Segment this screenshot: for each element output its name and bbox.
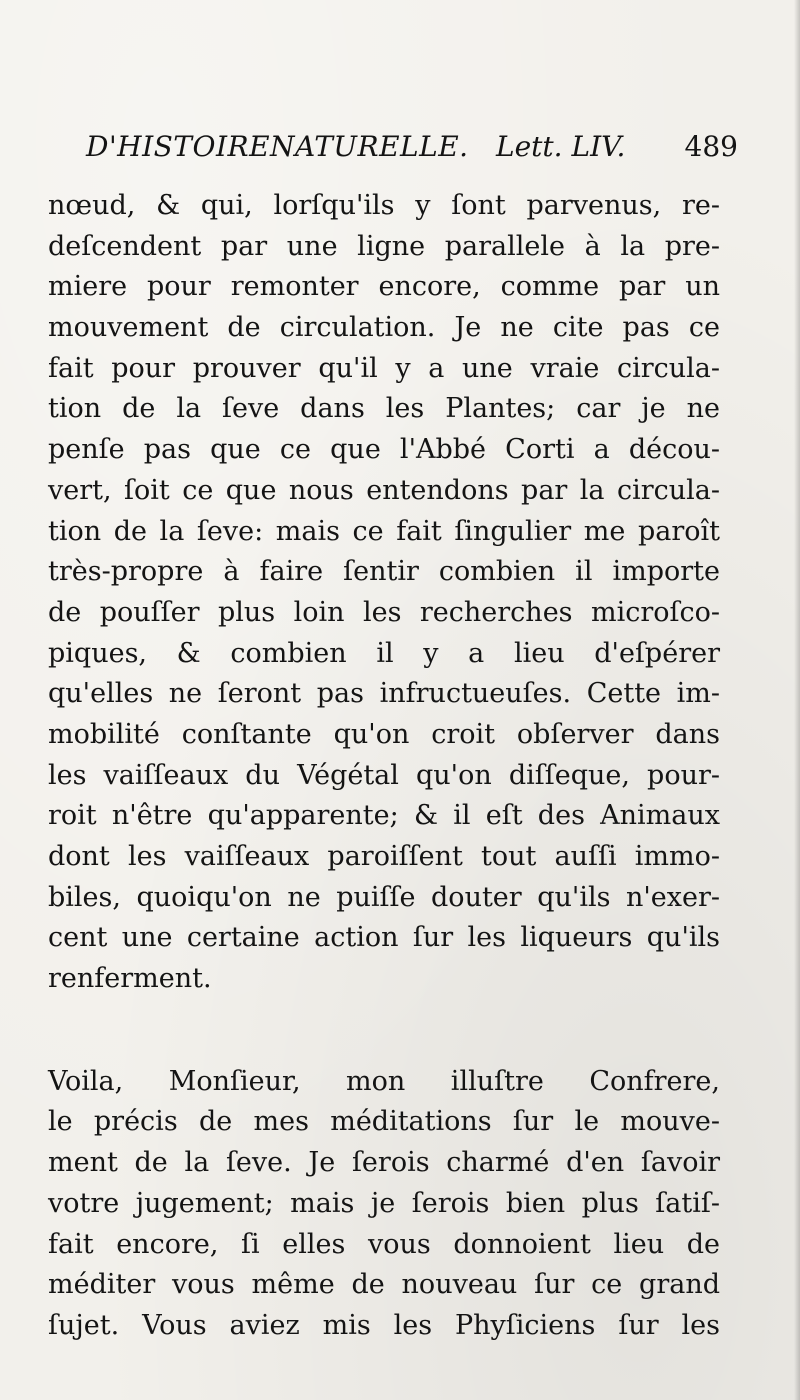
text-line: biles, quoiqu'on ne puiſſe douter qu'ils n'exer- xyxy=(48,881,720,913)
text-line: ſujet. Vous aviez mis les Phyſiciens ſur les xyxy=(48,1309,720,1341)
text-line: tion de la ſeve dans les Plantes; car je ne xyxy=(48,393,720,425)
text-line: méditer vous même de nouveau ſur ce grand xyxy=(48,1269,720,1301)
text-line: Voila, Monſieur, mon illuſtre Confrere, xyxy=(48,1065,720,1097)
text-line: mouvement de circulation. Je ne cite pas ce xyxy=(48,312,720,344)
text-line: renferment. xyxy=(48,963,212,995)
body-text xyxy=(48,186,720,1347)
text-line: fait encore, ſi elles vous donnoient lieu de xyxy=(48,1228,720,1260)
text-line: mobilité conſtante qu'on croit obſerver dans xyxy=(48,718,720,750)
page-edge-shadow xyxy=(794,0,800,1400)
text-line: fait pour prouver qu'il y a une vraie circula- xyxy=(48,352,720,384)
text-line: cent une certaine action ſur les liqueurs qu'ils xyxy=(48,922,720,954)
text-line: penſe pas que ce que l'Abbé Corti a décou- xyxy=(48,434,720,466)
text-line: tion de la ſeve: mais ce fait ſingulier me paroît xyxy=(48,515,720,547)
text-line: vert, ſoit ce que nous entendons par la circula- xyxy=(48,474,720,506)
text-line: qu'elles ne ſeront pas infructueuſes. Cette im- xyxy=(48,678,720,710)
paragraph-2 xyxy=(48,1062,720,1347)
text-line: les vaiſſeaux du Végétal qu'on diſſeque, pour- xyxy=(48,759,720,791)
text-line: le précis de mes méditations ſur le mouve- xyxy=(48,1106,720,1138)
letter-reference: Lett. LIV. xyxy=(496,130,626,163)
text-line: nœud, & qui, lorſqu'ils y ſont parvenus, re- xyxy=(48,190,720,221)
text-line: ment de la ſeve. Je ſerois charmé d'en ſavoir xyxy=(48,1147,720,1179)
page-number: 489 xyxy=(684,130,738,163)
text-line: deſcendent par une ligne parallele à la pre- xyxy=(48,230,720,262)
text-line: roit n'être qu'apparente; & il eſt des Animaux xyxy=(48,800,720,832)
text-line: dont les vaiſſeaux paroiſſent tout auſſi immo- xyxy=(48,841,720,872)
text-line: votre jugement; mais je ſerois bien plus ſatiſ- xyxy=(48,1187,720,1219)
text-line: de pouſſer plus loin les recherches microſco- xyxy=(48,596,720,628)
paragraph-gap xyxy=(48,1000,720,1062)
running-title: D'HISTOIRENATURELLE. xyxy=(86,130,469,163)
text-line: très-propre à faire ſentir combien il importe xyxy=(48,556,720,588)
paragraph-1 xyxy=(48,186,720,1000)
running-head xyxy=(78,128,738,168)
text-line: piques, & combien il y a lieu d'eſpérer xyxy=(48,637,720,669)
text-line: miere pour remonter encore, comme par un xyxy=(48,271,720,303)
